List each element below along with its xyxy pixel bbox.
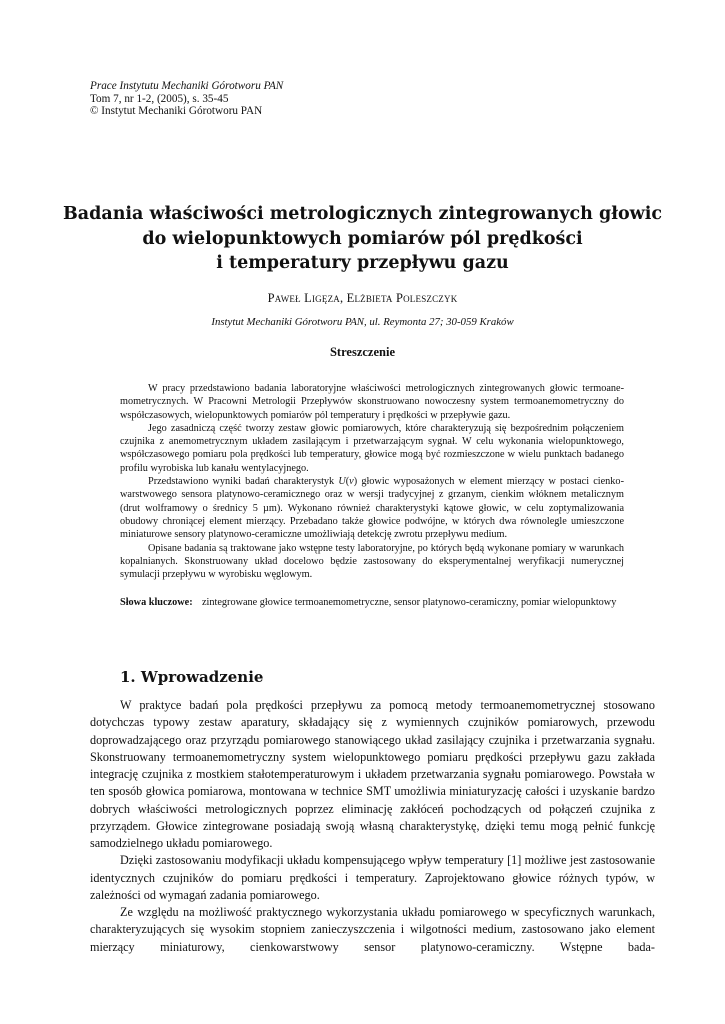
keywords-label: Słowa kluczowe: bbox=[120, 597, 193, 608]
title-line: i temperatury przepływu gazu bbox=[216, 253, 509, 273]
journal-copyright: © Instytut Mechaniki Górotworu PAN bbox=[90, 105, 263, 118]
journal-name: Prace Instytutu Mechaniki Górotworu PAN bbox=[90, 80, 284, 92]
title-line: do wielopunktowych pomiarów pól prędkości bbox=[142, 228, 583, 249]
paper-title bbox=[60, 202, 665, 276]
abstract-paragraph bbox=[120, 475, 624, 541]
keywords-value: zintegrowane głowice termoanemometryczne, sensor platynowo-ceramiczny, pomiar wielopunktowy bbox=[202, 597, 617, 608]
body-paragraph: Dzięki zastosowaniu modyfikacji układu kompensującego wpływ temperatury [1] możliwe jest zastosowanie identycznych czujników do pomiaru prędkości i temperatury. Zaprojektowano głowice różnych typów, w zależności od wymagań zadania pomiarowego. bbox=[90, 853, 655, 902]
math-paren: ) bbox=[353, 476, 358, 488]
keywords bbox=[120, 596, 624, 609]
title-line: Badania właściwości metrologicznych zintegrowanych głowic bbox=[62, 204, 662, 224]
abstract bbox=[120, 382, 624, 581]
math-symbol-v: v bbox=[349, 476, 354, 488]
abstract-paragraph: Jego zasadniczą część tworzy zestaw głowic pomiarowych, które charakteryzują się bezpośrednim połączeniem czujnika z anemometrycznym układem zasilającym i przetwarzającym sygnał. W celu wykonania wielopunktowego, współczasowego pomiaru pola prędkości lub temperatury, głowice mogą być rozmieszczone w wielu punktach badanego profilu wyrobiska lub kanału wentylacyjnego. bbox=[120, 422, 624, 474]
journal-header bbox=[90, 80, 283, 118]
abstract-text: Przedstawiono wyniki badań charakterystyk bbox=[148, 476, 339, 488]
section-heading: 1. Wprowadzenie bbox=[120, 668, 264, 686]
abstract-heading: Streszczenie bbox=[329, 345, 395, 359]
abstract-paragraph: W pracy przedstawiono badania laboratoryjne właściwości metrologicznych zintegrowanych głowic termoanemometrycznych. W Pracowni Metrologii Przepływów skonstruowano nowoczesny system termoanemometryczny do współczasowych, wielopunktowych pomiarów pól temperatury i prędkości w przepływie gazu. bbox=[120, 383, 624, 421]
body-paragraph: W praktyce badań pola prędkości przepływu za pomocą metody termoanemometrycznej stosowano dotychczas typowy zestaw aparatury, składający się z wymiennych czujników pomiarowych, przewodu doprowadzającego oraz przyrządu pomiarowego stanowiącego układ zasilający czujnika i przetwarzania sygnału. Skonstruowany termoanemometryczny system wielopunktowego pomiaru prędkości przepływu gazu zakłada integrację czujnika z mostkiem stałotemperaturowym i układem przetwarzania sygnału pomiarowego. Powstała w ten sposób głowica pomiarowa, montowana w technice SMT umożliwia miniaturyzację całości i uzyskanie bardzo dobrych właściwości metrologicznych poprzez eliminację zakłóceń pochodzących od połączeń czujnika z przyrządem. Głowice zintegrowane posiadają swoją własną charakterystykę, dzięki temu mogą pełnić funkcję samodzielnego układu pomiarowego. bbox=[90, 698, 655, 850]
journal-volume: Tom 7, nr 1-2, (2005), s. 35-45 bbox=[90, 92, 229, 105]
abstract-paragraph: Opisane badania są traktowane jako wstępne testy laboratoryjne, po których będą wykonane pomiary w warunkach kopalnianych. Skonstruowany układ docelowo będzie zastosowany do eksperymentalnej weryfikacji numerycznej symulacji przepływu w wyrobisku węglowym. bbox=[120, 542, 624, 581]
abstract-text: głowic wyposażonych w element mierzący w postaci cienkowarstwowego sensora platynowo-ceramicznego oraz w wersji tradycyjnej z grzanym, cienkim włóknem metalicznym (drut wolframowy o średnicy 5 µm). Wykonano również charakterystyki kątowe głowic, w celu zoptymalizowania obudowy chroniącej element mierzący. Przebadano także głowice podwójne, w których dwa równolegle umieszczone miniaturowe sensory platynowo-ceramiczne umożliwiają detekcję zwrotu przepływu medium. bbox=[120, 476, 624, 541]
math-symbol-u: U bbox=[338, 476, 346, 488]
authors: Paweł Ligęza, Elżbieta Poleszczyk bbox=[267, 291, 458, 305]
section-body bbox=[90, 697, 655, 956]
affiliation: Instytut Mechaniki Górotworu PAN, ul. Reymonta 27; 30-059 Kraków bbox=[211, 316, 514, 328]
body-paragraph: Ze względu na możliwość praktycznego wykorzystania układu pomiarowego w specyficznych warunkach, charakteryzujących się wysokim stopniem zanieczyszczenia i wilgotności medium, zastosowano jako element mierzący miniaturowy, cienkowarstwowy sensor platynowo-ceramiczny. Wstępne bada- bbox=[90, 905, 655, 954]
math-paren: ( bbox=[345, 476, 350, 488]
